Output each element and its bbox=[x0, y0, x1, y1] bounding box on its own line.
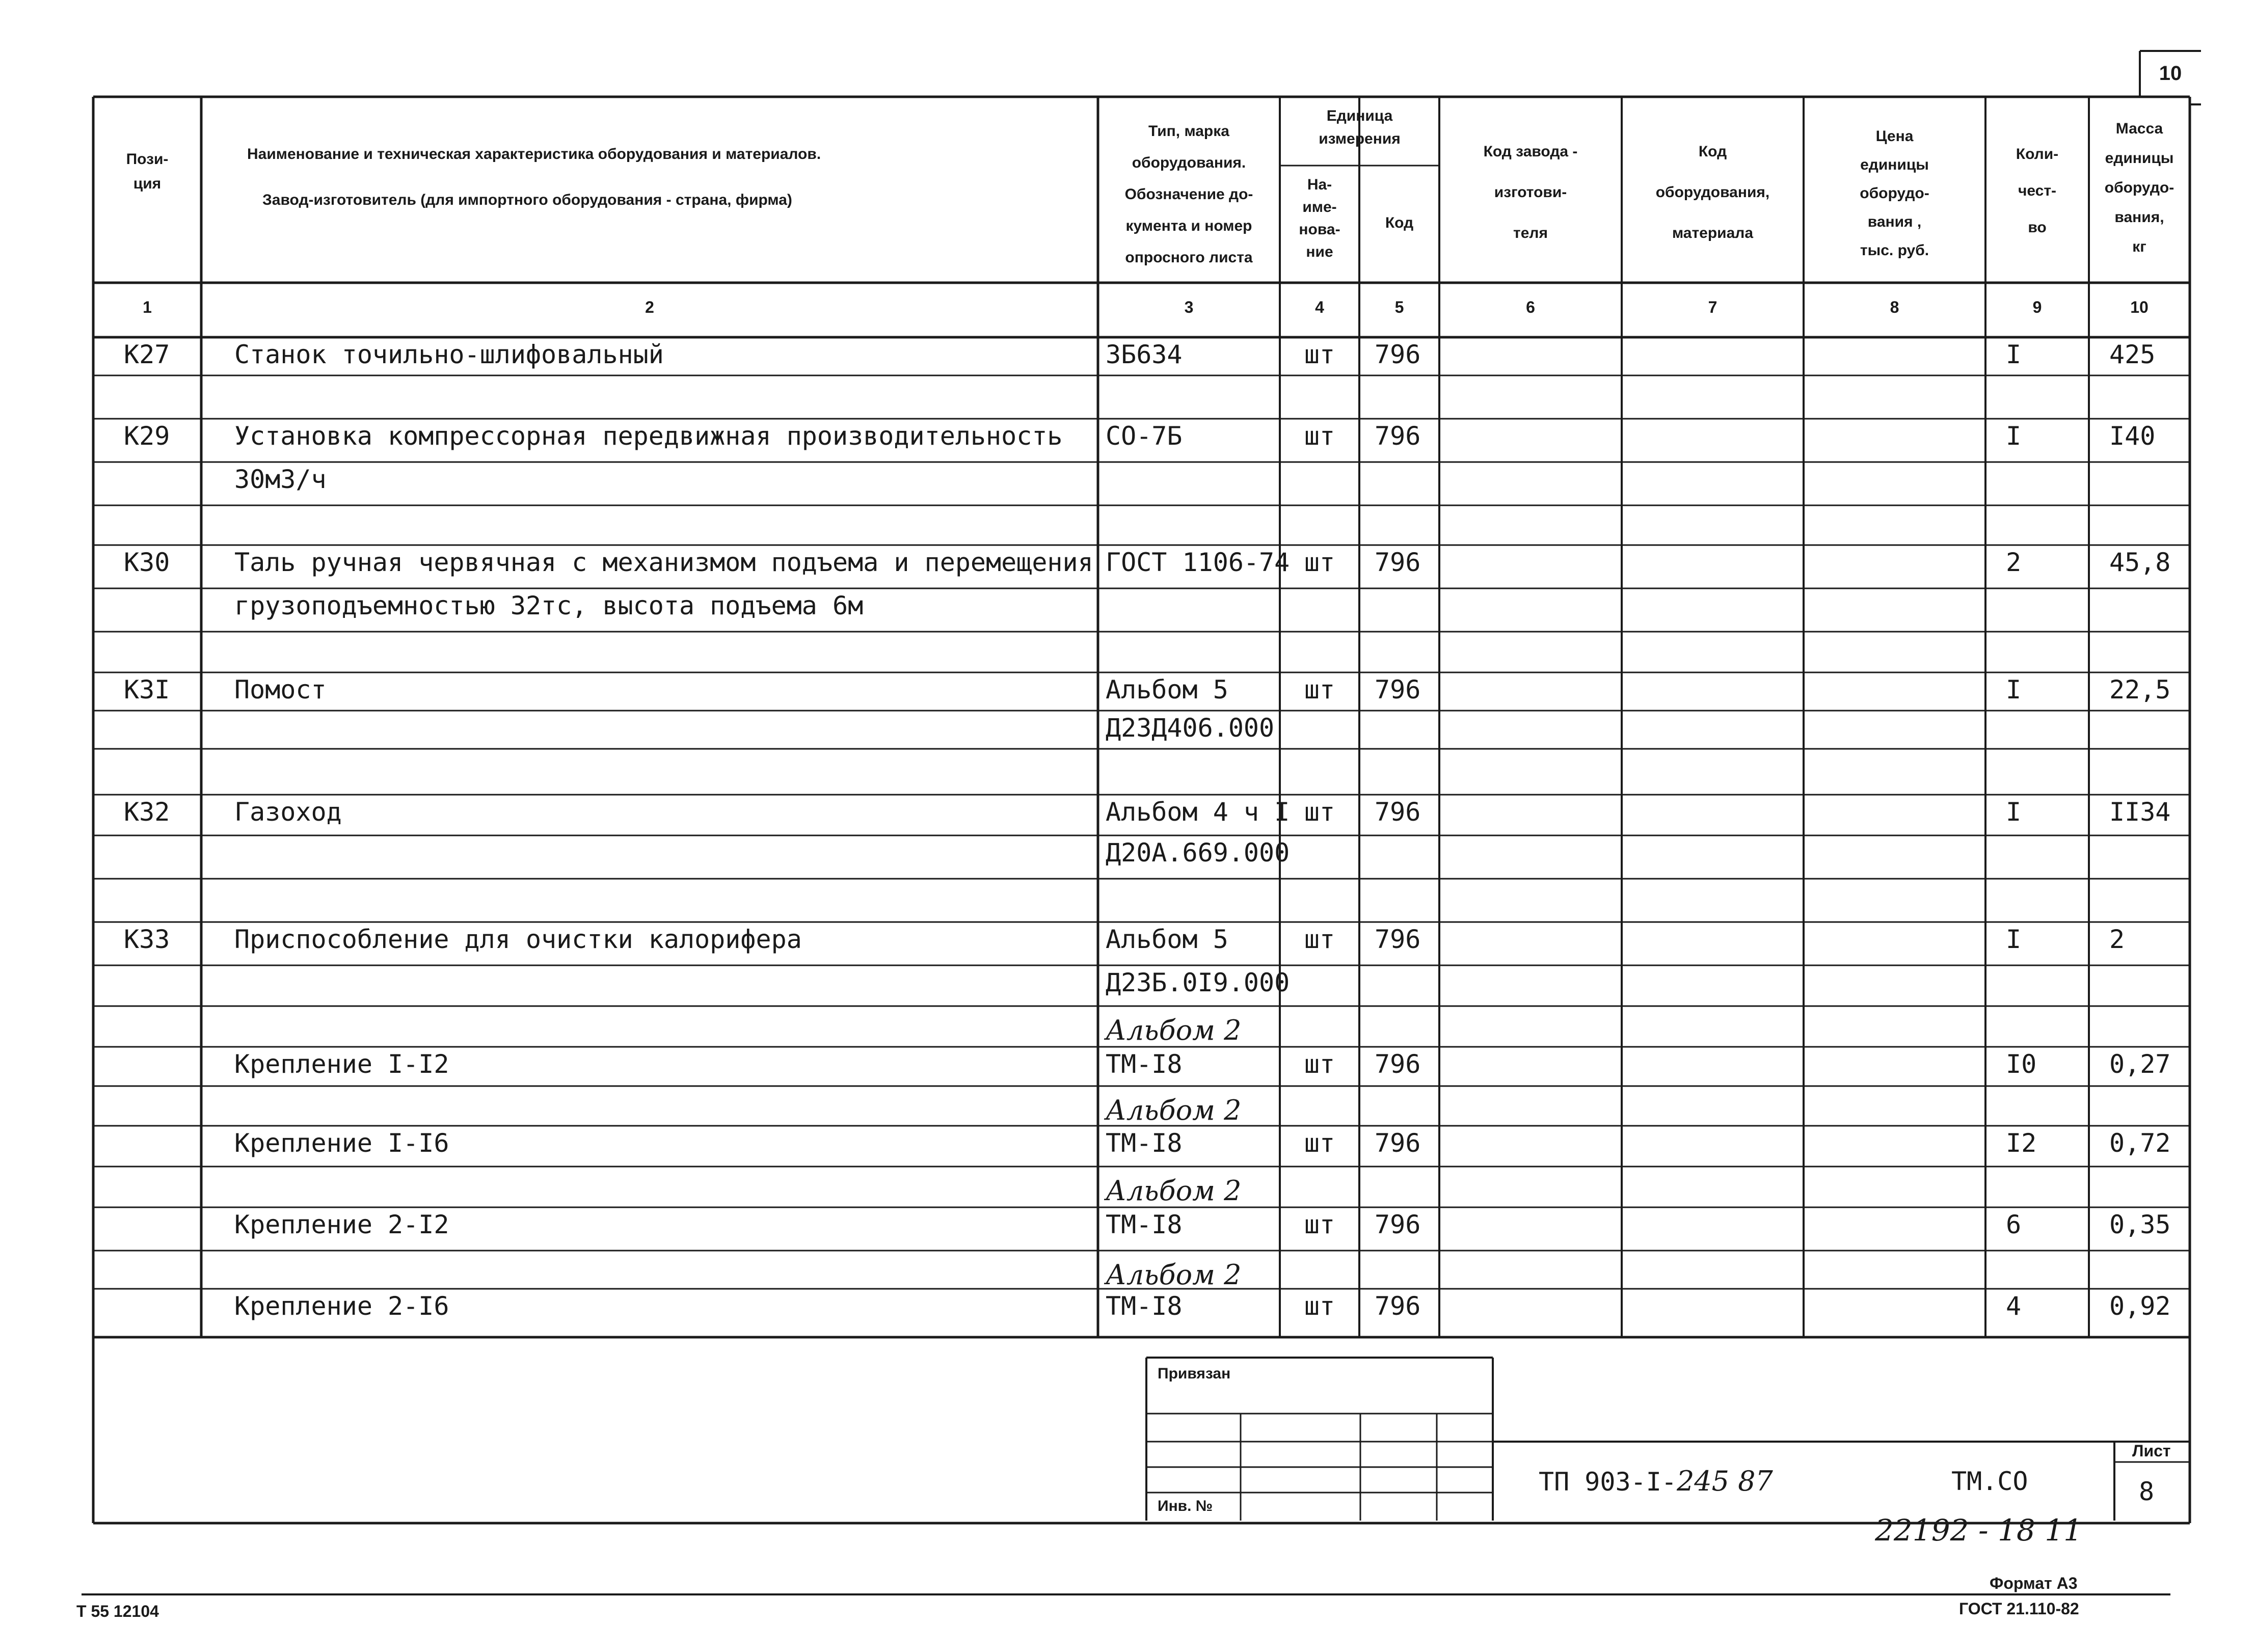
row-type: СО-7Б bbox=[1106, 421, 1183, 451]
header-unit-group: измерения bbox=[1319, 130, 1401, 147]
column-number: 6 bbox=[1526, 298, 1535, 316]
column-number: 4 bbox=[1315, 298, 1324, 316]
corner-sheet-number: 10 bbox=[2159, 62, 2182, 85]
row-quantity: I bbox=[2006, 797, 2022, 827]
row-type: Альбом 2 bbox=[1106, 1175, 1242, 1207]
row-unit-code: 796 bbox=[1375, 1049, 1421, 1079]
row-mass: 0,92 bbox=[2109, 1291, 2171, 1321]
header-price: тыс. руб. bbox=[1860, 242, 1929, 259]
row-type: Д20А.669.000 bbox=[1106, 838, 1290, 868]
row-type: Альбом 5 bbox=[1106, 675, 1228, 705]
header-price: оборудо- bbox=[1860, 185, 1929, 202]
row-mass: I40 bbox=[2109, 421, 2156, 451]
header-mass: единицы bbox=[2105, 150, 2174, 167]
header-type: Тип, марка bbox=[1148, 123, 1229, 140]
row-position: К29 bbox=[124, 421, 170, 451]
row-quantity: I2 bbox=[2006, 1128, 2037, 1158]
row-unit: шт bbox=[1304, 675, 1335, 705]
header-name-line: Завод-изготовитель (для импортного оборудования - страна, фирма) bbox=[262, 192, 792, 208]
row-type: Альбом 2 bbox=[1106, 1094, 1242, 1126]
row-name: Установка компрессорная передвижная производительность bbox=[234, 421, 1063, 451]
row-mass: II34 bbox=[2109, 797, 2171, 827]
stamp-mark: ТМ.СО bbox=[1951, 1467, 2028, 1496]
row-name: Крепление I-I2 bbox=[234, 1049, 449, 1079]
header-price: единицы bbox=[1860, 156, 1929, 173]
row-name: грузоподъемностью 32тс, высота подъема 6м bbox=[234, 591, 864, 620]
row-mass: 2 bbox=[2109, 925, 2125, 954]
row-unit-code: 796 bbox=[1375, 1210, 1421, 1239]
row-name: Помост bbox=[234, 675, 327, 705]
header-factory-code: Код завода - bbox=[1483, 143, 1578, 160]
header-unit-name: На- bbox=[1307, 176, 1332, 193]
row-mass: 0,27 bbox=[2109, 1049, 2171, 1079]
column-number: 1 bbox=[143, 298, 152, 316]
header-equipment-code: оборудования, bbox=[1655, 184, 1770, 201]
row-name: Станок точильно-шлифовальный bbox=[234, 340, 664, 369]
header-mass: Масса bbox=[2115, 120, 2163, 137]
header-price: вания , bbox=[1867, 213, 1922, 230]
header-factory-code: теля bbox=[1513, 225, 1548, 241]
row-mass: 22,5 bbox=[2109, 675, 2171, 705]
row-position: К30 bbox=[124, 548, 170, 577]
column-number: 8 bbox=[1890, 298, 1899, 316]
row-type: ТМ-I8 bbox=[1106, 1291, 1183, 1321]
row-name: Газоход bbox=[234, 797, 342, 827]
header-price: Цена bbox=[1875, 128, 1914, 145]
header-unit-group: Единица bbox=[1326, 107, 1393, 124]
gost-label: ГОСТ 21.110-82 bbox=[1959, 1600, 2079, 1618]
header-equipment-code: Код bbox=[1698, 143, 1727, 160]
row-quantity: 4 bbox=[2006, 1291, 2022, 1321]
row-type: ГОСТ 1106-74 bbox=[1106, 548, 1290, 577]
row-unit: шт bbox=[1304, 340, 1335, 369]
row-mass: 0,35 bbox=[2109, 1210, 2171, 1239]
header-name-line: Наименование и техническая характеристика оборудования и материалов. bbox=[247, 146, 821, 163]
stamp-privyazan: Привязан bbox=[1158, 1365, 1231, 1382]
header-quantity: во bbox=[2028, 219, 2047, 236]
header-position: ция bbox=[133, 175, 162, 192]
header-quantity: Коли- bbox=[2016, 146, 2059, 163]
row-name: 30м3/ч bbox=[234, 465, 327, 494]
column-number: 10 bbox=[2130, 298, 2149, 316]
row-quantity: I bbox=[2006, 675, 2022, 705]
row-unit: шт bbox=[1304, 925, 1335, 954]
row-quantity: 2 bbox=[2006, 548, 2022, 577]
header-unit-code: Код bbox=[1385, 214, 1414, 231]
row-name: Крепление 2-I2 bbox=[234, 1210, 449, 1239]
row-quantity: I bbox=[2006, 925, 2022, 954]
row-quantity: I bbox=[2006, 421, 2022, 451]
row-unit: шт bbox=[1304, 1210, 1335, 1239]
row-position: К33 bbox=[124, 925, 170, 954]
stamp-list-label: Лист bbox=[2132, 1442, 2171, 1460]
row-position: К3I bbox=[124, 675, 170, 705]
row-unit-code: 796 bbox=[1375, 548, 1421, 577]
row-type: ТМ-I8 bbox=[1106, 1049, 1183, 1079]
handwritten-archive-number: 22192 - 18 11 bbox=[1875, 1513, 2083, 1548]
row-mass: 45,8 bbox=[2109, 548, 2171, 577]
column-number: 2 bbox=[645, 298, 654, 316]
header-mass: вания, bbox=[2114, 209, 2164, 226]
header-mass: оборудо- bbox=[2104, 179, 2175, 196]
row-position: К27 bbox=[124, 340, 170, 369]
row-type: Альбом 5 bbox=[1106, 925, 1228, 954]
row-name: Приспособление для очистки калорифера bbox=[234, 925, 802, 954]
row-unit-code: 796 bbox=[1375, 421, 1421, 451]
row-position: К32 bbox=[124, 797, 170, 827]
row-unit-code: 796 bbox=[1375, 925, 1421, 954]
column-number: 3 bbox=[1184, 298, 1194, 316]
header-position: Пози- bbox=[126, 151, 169, 168]
column-number: 5 bbox=[1394, 298, 1404, 316]
column-number: 7 bbox=[1708, 298, 1717, 316]
row-type: 3Б634 bbox=[1106, 340, 1183, 369]
row-quantity: 6 bbox=[2006, 1210, 2022, 1239]
row-mass: 425 bbox=[2109, 340, 2156, 369]
header-type: кумента и номер bbox=[1125, 218, 1252, 234]
header-quantity: чест- bbox=[2018, 182, 2057, 199]
row-unit-code: 796 bbox=[1375, 1128, 1421, 1158]
row-mass: 0,72 bbox=[2109, 1128, 2171, 1158]
row-unit: шт bbox=[1304, 1128, 1335, 1158]
row-unit-code: 796 bbox=[1375, 797, 1421, 827]
header-unit-name: име- bbox=[1302, 199, 1337, 215]
header-equipment-code: материала bbox=[1672, 225, 1754, 241]
format-label: Формат А3 bbox=[1990, 1574, 2078, 1592]
header-type: опросного листа bbox=[1125, 249, 1253, 266]
row-type: Д23Б.0I9.000 bbox=[1106, 968, 1290, 997]
header-mass: кг bbox=[2132, 238, 2146, 255]
stamp-list-number: 8 bbox=[2139, 1477, 2155, 1506]
row-unit: шт bbox=[1304, 1049, 1335, 1079]
bottom-left-code: Т 55 12104 bbox=[76, 1602, 159, 1620]
row-quantity: I0 bbox=[2006, 1049, 2037, 1079]
row-type: Д23Д406.000 bbox=[1106, 713, 1275, 743]
stamp-doc-code-print: ТП 903-I- bbox=[1539, 1467, 1677, 1497]
row-type: Альбом 2 bbox=[1106, 1014, 1242, 1046]
stamp-doc-code bbox=[1539, 1467, 1773, 1496]
row-unit-code: 796 bbox=[1375, 1291, 1421, 1321]
row-quantity: I bbox=[2006, 340, 2022, 369]
row-type: Альбом 4 ч I bbox=[1106, 797, 1290, 827]
row-type: ТМ-I8 bbox=[1106, 1210, 1183, 1239]
row-unit: шт bbox=[1304, 1291, 1335, 1321]
row-unit: шт bbox=[1304, 421, 1335, 451]
row-unit-code: 796 bbox=[1375, 340, 1421, 369]
row-type: ТМ-I8 bbox=[1106, 1128, 1183, 1158]
row-name: Крепление 2-I6 bbox=[234, 1291, 449, 1321]
stamp-doc-code-hand: 245 87 bbox=[1676, 1465, 1773, 1497]
header-type: оборудования. bbox=[1132, 154, 1246, 171]
header-type: Обозначение до- bbox=[1124, 186, 1253, 203]
header-unit-name: ние bbox=[1306, 243, 1333, 260]
row-name: Таль ручная червячная с механизмом подъема и перемещения bbox=[234, 548, 1093, 577]
stamp-inv-no: Инв. № bbox=[1158, 1498, 1213, 1514]
row-unit: шт bbox=[1304, 797, 1335, 827]
column-number: 9 bbox=[2032, 298, 2042, 316]
header-unit-name: нова- bbox=[1299, 221, 1340, 238]
row-type: Альбом 2 bbox=[1106, 1259, 1242, 1291]
row-unit: шт bbox=[1304, 548, 1335, 577]
row-name: Крепление I-I6 bbox=[234, 1128, 449, 1158]
header-factory-code: изготови- bbox=[1494, 184, 1567, 201]
row-unit-code: 796 bbox=[1375, 675, 1421, 705]
